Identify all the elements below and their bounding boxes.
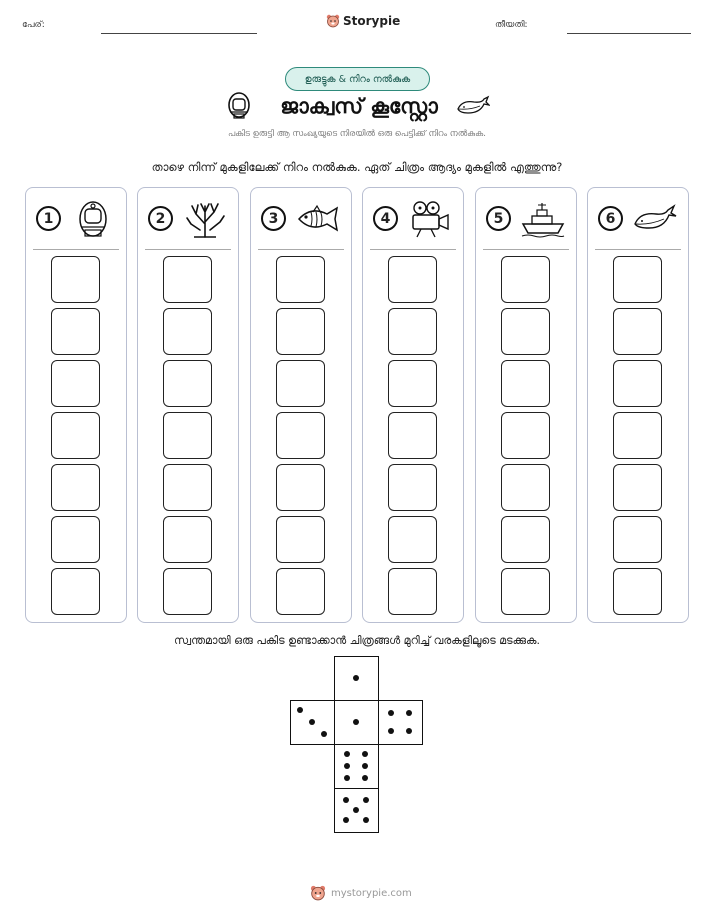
color-box[interactable] xyxy=(276,464,325,511)
color-box[interactable] xyxy=(163,412,212,459)
make-dice-instruction: സ്വന്തമായി ഒരു പകിട ഉണ്ടാക്കാൻ ചിത്രങ്ങൾ മുറിച്ച് വരകളിലൂടെ മടക്കുക. xyxy=(174,634,540,647)
column-divider xyxy=(595,249,681,250)
color-box[interactable] xyxy=(51,464,100,511)
color-box[interactable] xyxy=(501,360,550,407)
color-box[interactable] xyxy=(51,308,100,355)
coral-icon xyxy=(182,200,228,238)
date-line[interactable] xyxy=(567,33,691,34)
color-box[interactable] xyxy=(51,360,100,407)
whale-icon xyxy=(456,95,490,117)
page-title: ജാക്വസ് കൂസ്റ്റോ xyxy=(280,94,438,118)
color-box[interactable] xyxy=(501,516,550,563)
column-divider xyxy=(258,249,344,250)
column-number: 1 xyxy=(36,206,61,231)
color-box[interactable] xyxy=(388,308,437,355)
color-box[interactable] xyxy=(51,568,100,615)
color-box[interactable] xyxy=(163,568,212,615)
column-divider xyxy=(145,249,231,250)
color-box[interactable] xyxy=(163,256,212,303)
color-box[interactable] xyxy=(51,412,100,459)
column-number: 6 xyxy=(598,206,623,231)
color-box[interactable] xyxy=(388,412,437,459)
column-5 xyxy=(475,187,577,623)
dice-pip xyxy=(309,719,315,725)
subtitle: പകിട ഉരുട്ടി ആ സംഖ്യയുടെ നിരയിൽ ഒരു പെട്ടിക്ക് നിറം നൽകുക. xyxy=(228,129,486,139)
brand-name: Storypie xyxy=(343,14,401,28)
column-4 xyxy=(362,187,464,623)
color-box[interactable] xyxy=(613,464,662,511)
dice-pip xyxy=(362,763,368,769)
color-box[interactable] xyxy=(276,568,325,615)
color-box[interactable] xyxy=(501,256,550,303)
diving-helmet-icon xyxy=(70,200,116,238)
footer-url[interactable]: mystorypie.com xyxy=(331,887,412,899)
color-box[interactable] xyxy=(276,256,325,303)
color-box[interactable] xyxy=(163,360,212,407)
column-number: 5 xyxy=(486,206,511,231)
dice-pip xyxy=(344,751,350,757)
color-box[interactable] xyxy=(276,308,325,355)
color-box[interactable] xyxy=(613,412,662,459)
storypie-bear-icon xyxy=(310,885,326,901)
color-box[interactable] xyxy=(51,516,100,563)
dice-face-6 xyxy=(334,744,379,789)
dice-face-4 xyxy=(378,700,423,745)
dice-pip xyxy=(344,763,350,769)
color-box[interactable] xyxy=(613,516,662,563)
color-box[interactable] xyxy=(388,360,437,407)
dice-pip xyxy=(343,817,349,823)
dice-pip xyxy=(406,710,412,716)
color-box[interactable] xyxy=(276,516,325,563)
column-divider xyxy=(33,249,119,250)
dice-pip xyxy=(363,797,369,803)
ship-icon xyxy=(520,200,566,238)
color-box[interactable] xyxy=(163,308,212,355)
color-box[interactable] xyxy=(613,568,662,615)
dice-pip xyxy=(353,807,359,813)
color-box[interactable] xyxy=(501,464,550,511)
instruction: താഴെ നിന്ന് മുകളിലേക്ക് നിറം നൽകുക. ഏത് ചിത്രം ആദ്യം മുകളിൽ എത്തുന്നു? xyxy=(151,160,563,174)
dice-pip xyxy=(406,728,412,734)
dice-pip xyxy=(388,728,394,734)
dice-pip xyxy=(362,775,368,781)
color-box[interactable] xyxy=(501,568,550,615)
name-line[interactable] xyxy=(101,33,257,34)
color-box[interactable] xyxy=(276,360,325,407)
column-number: 4 xyxy=(373,206,398,231)
column-divider xyxy=(483,249,569,250)
dice-face-5 xyxy=(334,788,379,833)
whale-icon xyxy=(632,200,678,238)
brand-logo xyxy=(326,14,400,28)
activity-tag: ഉരുട്ടുക & നിറം നൽകുക xyxy=(285,67,430,91)
footer xyxy=(310,885,412,901)
dice-pip xyxy=(363,817,369,823)
name-label: പേര്: xyxy=(22,20,45,30)
color-box[interactable] xyxy=(163,516,212,563)
color-box[interactable] xyxy=(501,308,550,355)
color-box[interactable] xyxy=(51,256,100,303)
column-3 xyxy=(250,187,352,623)
dice-face-3 xyxy=(290,700,335,745)
film-camera-icon xyxy=(407,200,453,238)
color-box[interactable] xyxy=(613,256,662,303)
dice-face-1 xyxy=(334,700,379,745)
column-number: 3 xyxy=(261,206,286,231)
diving-helmet-icon xyxy=(226,92,252,120)
dice-pip xyxy=(388,710,394,716)
color-box[interactable] xyxy=(388,516,437,563)
dice-pip xyxy=(297,707,303,713)
dice-face-1 xyxy=(334,656,379,701)
dice-pip xyxy=(321,731,327,737)
color-box[interactable] xyxy=(613,360,662,407)
dice-pip xyxy=(362,751,368,757)
column-number: 2 xyxy=(148,206,173,231)
column-divider xyxy=(370,249,456,250)
color-box[interactable] xyxy=(388,568,437,615)
column-2 xyxy=(137,187,239,623)
dice-pip xyxy=(343,797,349,803)
date-label: തീയതി: xyxy=(495,20,528,30)
dice-pip xyxy=(353,719,359,725)
fish-icon xyxy=(295,200,341,238)
color-box[interactable] xyxy=(388,256,437,303)
color-box[interactable] xyxy=(501,412,550,459)
dice-pip xyxy=(344,775,350,781)
color-box[interactable] xyxy=(276,412,325,459)
column-6 xyxy=(587,187,689,623)
column-1 xyxy=(25,187,127,623)
storypie-bear-icon xyxy=(326,14,340,28)
color-box[interactable] xyxy=(163,464,212,511)
color-box[interactable] xyxy=(388,464,437,511)
color-box[interactable] xyxy=(613,308,662,355)
dice-pip xyxy=(353,675,359,681)
